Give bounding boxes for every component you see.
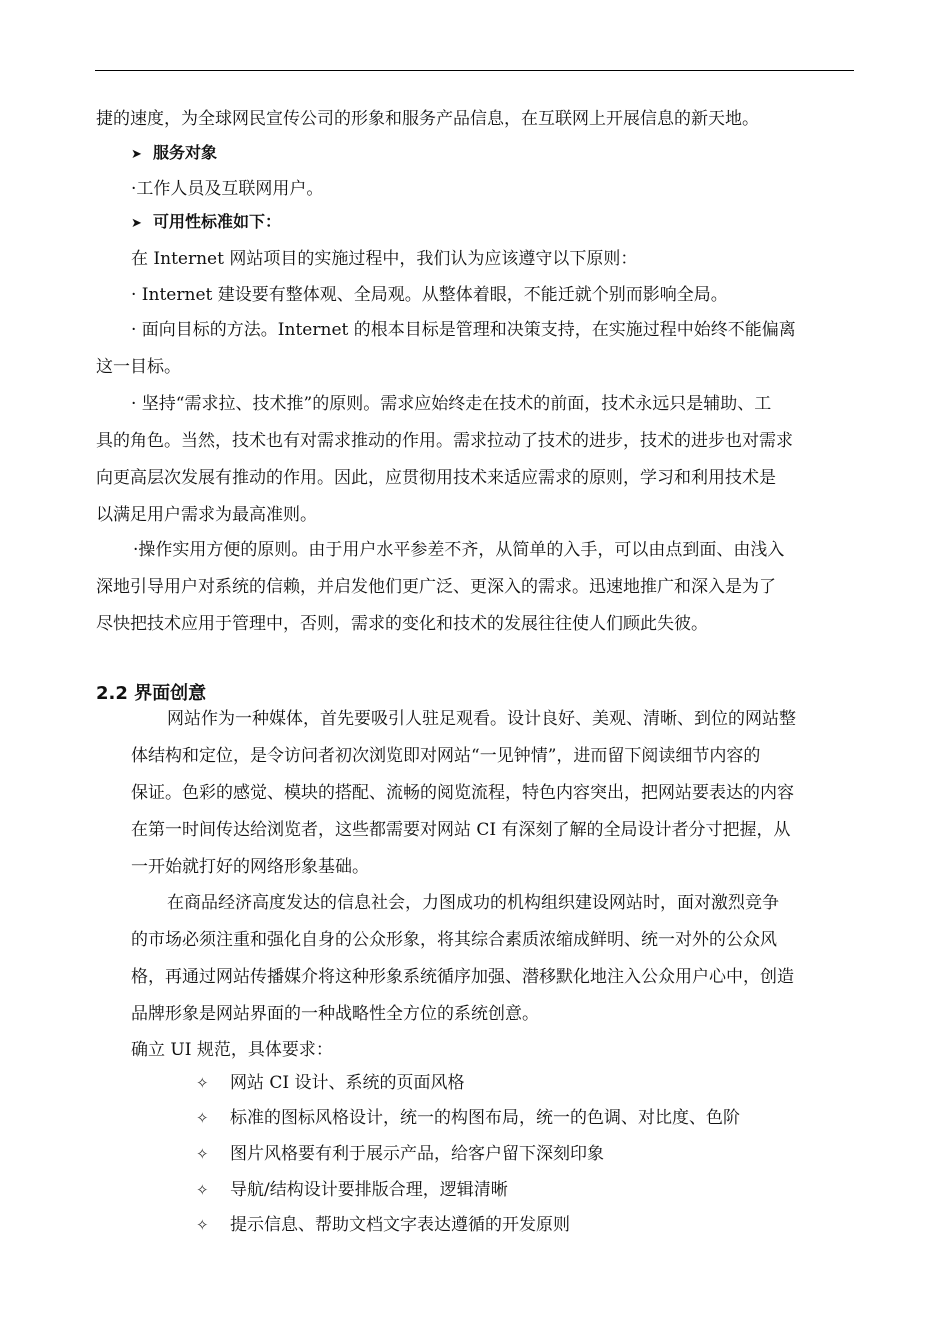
- diamond-bullet-icon: ✧: [196, 1181, 209, 1199]
- arrow-bullet-icon: ➤: [131, 216, 142, 231]
- section-para2-line-3: 格，再通过网站传播媒介将这种形象系统循序加强、潜移默化地注入公众用户心中，创造: [131, 967, 794, 987]
- section-para2-line-1: 在商品经济高度发达的信息社会，力图成功的机构组织建设网站时，面对激烈竞争: [167, 893, 779, 913]
- usability-principle-3-line-4: 以满足用户需求为最高准则。: [96, 505, 317, 525]
- service-target-heading: [131, 141, 217, 167]
- service-target-text: ·工作人员及互联网用户。: [131, 179, 324, 199]
- ui-spec-item: [196, 1142, 604, 1166]
- section-para2-line-4: 品牌形象是网站界面的一种战略性全方位的系统创意。: [131, 1004, 539, 1024]
- usability-principle-3-line-2: 具的角色。当然，技术也有对需求推动的作用。需求拉动了技术的进步，技术的进步也对需求: [96, 431, 793, 451]
- usability-intro: 在 Internet 网站项目的实施过程中，我们认为应该遵守以下原则：: [131, 249, 638, 269]
- section-para1-line-1: 网站作为一种媒体，首先要吸引人驻足观看。设计良好、美观、清晰、到位的网站整: [167, 709, 796, 729]
- ui-spec-item-text: 网站 CI 设计、系统的页面风格: [230, 1073, 465, 1093]
- diamond-bullet-icon: ✧: [196, 1109, 209, 1127]
- diamond-bullet-icon: ✧: [196, 1074, 209, 1092]
- intro-line: 捷的速度，为全球网民宣传公司的形象和服务产品信息，在互联网上开展信息的新天地。: [96, 109, 759, 129]
- diamond-bullet-icon: ✧: [196, 1145, 209, 1163]
- ui-spec-intro: 确立 UI 规范，具体要求：: [131, 1040, 333, 1060]
- ui-spec-item-text: 导航/结构设计要排版合理，逻辑清晰: [230, 1180, 508, 1200]
- usability-principle-4-line-1: ·操作实用方便的原则。由于用户水平参差不齐，从简单的入手，可以由点到面、由浅入: [133, 540, 785, 560]
- section-heading: [96, 682, 206, 706]
- ui-spec-item: [196, 1071, 465, 1095]
- usability-heading-text: 可用性标准如下：: [153, 212, 282, 231]
- section-para1-line-3: 保证。色彩的感觉、模块的搭配、流畅的阅览流程，特色内容突出，把网站要表达的内容: [131, 783, 794, 803]
- section-para2-line-2: 的市场必须注重和强化自身的公众形象，将其综合素质浓缩成鲜明、统一对外的公众风: [131, 930, 777, 950]
- section-para1-line-2: 体结构和定位，是令访问者初次浏览即对网站“一见钟情”，进而留下阅读细节内容的: [131, 746, 761, 766]
- usability-principle-3-line-3: 向更高层次发展有推动的作用。因此，应贯彻用技术来适应需求的原则，学习和利用技术是: [96, 468, 776, 488]
- section-para1-line-5: 一开始就打好的网络形象基础。: [131, 857, 369, 877]
- usability-principle-1: · Internet 建设要有整体观、全局观。从整体着眼，不能迁就个别而影响全局。: [131, 285, 728, 305]
- usability-principle-4-line-2: 深地引导用户对系统的信赖，并启发他们更广泛、更深入的需求。迅速地推广和深入是为了: [96, 577, 776, 597]
- service-target-heading-text: 服务对象: [153, 143, 218, 162]
- section-para1-line-4: 在第一时间传达给浏览者，这些都需要对网站 CI 有深刻了解的全局设计者分寸把握，从: [131, 820, 791, 840]
- ui-spec-item: [196, 1213, 570, 1237]
- usability-principle-3-line-1: · 坚持“需求拉、技术推”的原则。需求应始终走在技术的前面，技术永远只是辅助、工: [131, 394, 772, 414]
- header-rule: [95, 70, 854, 71]
- usability-principle-2-line-2: 这一目标。: [96, 357, 181, 377]
- section-number: 2.2: [96, 683, 128, 704]
- arrow-bullet-icon: ➤: [131, 147, 142, 162]
- section-title: 界面创意: [134, 683, 207, 704]
- usability-principle-2-line-1: · 面向目标的方法。Internet 的根本目标是管理和决策支持，在实施过程中始终不能偏离: [131, 320, 796, 340]
- ui-spec-item: [196, 1106, 740, 1130]
- ui-spec-item-text: 提示信息、帮助文档文字表达遵循的开发原则: [230, 1215, 570, 1235]
- ui-spec-item-text: 标准的图标风格设计，统一的构图布局，统一的色调、对比度、色阶: [230, 1108, 740, 1128]
- usability-principle-4-line-3: 尽快把技术应用于管理中，否则，需求的变化和技术的发展往往使人们顾此失彼。: [96, 614, 708, 634]
- usability-heading: [131, 210, 281, 236]
- diamond-bullet-icon: ✧: [196, 1216, 209, 1234]
- ui-spec-item: [196, 1178, 508, 1202]
- ui-spec-item-text: 图片风格要有利于展示产品，给客户留下深刻印象: [230, 1144, 604, 1164]
